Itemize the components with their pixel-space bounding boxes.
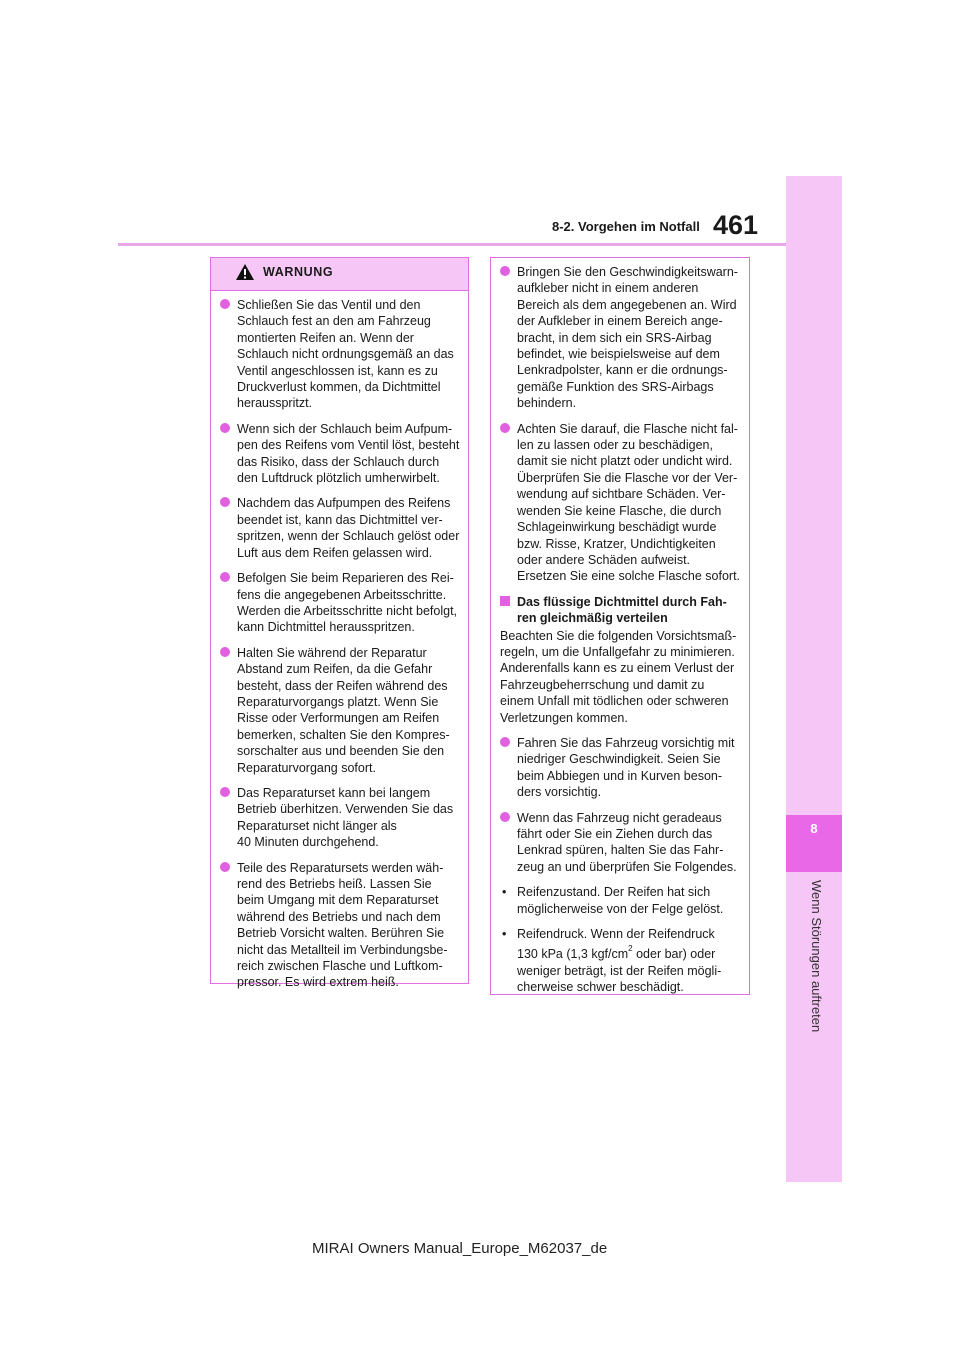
bullet-item xyxy=(220,421,460,487)
text-line: Fahren Sie das Fahrzeug vorsichtig mit xyxy=(517,735,735,750)
text-line: bracht, in dem sich ein SRS-Airbag xyxy=(517,330,712,345)
warning-triangle-icon xyxy=(235,263,255,281)
text-line: Wenn das Fahrzeug nicht geradeaus xyxy=(517,810,722,825)
text-line: während des Betriebs und nach dem xyxy=(237,909,441,924)
text-line: Bringen Sie den Geschwindigkeitswarn- xyxy=(517,265,738,279)
dot-item-pressure xyxy=(500,926,741,996)
text-line: Halten Sie während der Reparatur xyxy=(237,645,427,660)
continued-content xyxy=(491,258,749,996)
subheading xyxy=(500,594,741,627)
bullet-item xyxy=(220,860,460,991)
text-line: sorschalter aus und beenden Sie den xyxy=(237,744,445,759)
intro-paragraph xyxy=(500,628,741,726)
text-line: Wenn sich der Schlauch beim Aufpum- xyxy=(237,421,453,436)
bullet-circle-icon xyxy=(220,572,230,582)
text-line: behindern. xyxy=(517,396,577,411)
text-line: den Luftdruck plötzlich umherwirbelt. xyxy=(237,471,440,486)
bullet-item xyxy=(220,297,460,412)
warning-header xyxy=(211,258,468,291)
text-line: ren gleichmäßig verteilen xyxy=(517,611,668,626)
bullet-circle-icon xyxy=(500,812,510,822)
text-line: befindet, wie beispielsweise auf dem xyxy=(517,347,720,362)
chapter-title: Wenn Störungen auftreten xyxy=(809,880,824,1033)
text-line: Lenkradpolster, kann er die ordnungs- xyxy=(517,363,728,378)
section-title: 8-2. Vorgehen im Notfall xyxy=(552,219,700,234)
warning-title: WARNUNG xyxy=(263,265,334,279)
text-line: möglicherweise von der Felge gelöst. xyxy=(517,901,724,916)
text-line: Überprüfen Sie die Flasche vor der Ver- xyxy=(517,470,738,485)
text-line: len zu lassen oder zu beschädigen, xyxy=(517,438,713,453)
bullet-dot-icon: • xyxy=(502,927,507,942)
bullet-circle-icon xyxy=(220,787,230,797)
text-line: Beachten Sie die folgenden Vorsichtsmaß- xyxy=(500,628,737,643)
superscript: 2 xyxy=(628,944,633,954)
text-line: weniger beträgt, ist der Reifen mögli- xyxy=(517,963,722,978)
text-line: Reifenzustand. Der Reifen hat sich xyxy=(517,885,711,900)
text-line: wenden Sie keine Flasche, die durch xyxy=(517,503,722,518)
text-line: fährt oder Sie ein Ziehen durch das xyxy=(517,827,713,841)
text-line: bzw. Risse, Kratzer, Undichtigkeiten xyxy=(517,536,716,551)
text-line: Achten Sie darauf, die Flasche nicht fal- xyxy=(517,421,738,436)
bullet-item xyxy=(500,735,741,801)
text-line: Verletzungen kommen. xyxy=(500,710,628,725)
bullet-item xyxy=(500,421,741,585)
text-line: gemäße Funktion des SRS-Airbags xyxy=(517,379,714,394)
text-line: zeug an und überprüfen Sie Folgendes. xyxy=(517,859,737,874)
text-line: Schlageinwirkung beschädigt wurde xyxy=(517,520,717,535)
text-line: niedriger Geschwindigkeit. Seien Sie xyxy=(517,752,721,767)
text-line: Befolgen Sie beim Reparieren des Rei- xyxy=(237,571,454,586)
text-line: pressor. Es wird extrem heiß. xyxy=(237,975,399,990)
text-line: oder andere Schäden aufweist. Ersetzen Sie eine solche Flasche sofort. xyxy=(517,552,741,584)
text-line: beim Abbiegen und in Kurven beson- xyxy=(517,768,723,783)
text-line: cherweise schwer beschädigt. xyxy=(517,980,684,995)
text-line: Luft aus dem Reifen gelassen wird. xyxy=(237,545,433,560)
bullet-item xyxy=(220,495,460,561)
bullet-dot-icon: • xyxy=(502,885,507,900)
bullet-circle-icon xyxy=(500,737,510,747)
text-line: Reparaturset nicht länger als xyxy=(237,818,397,833)
continued-warning-box xyxy=(490,257,750,995)
text-line: pen des Reifens vom Ventil löst, besteht xyxy=(237,438,460,453)
text-line: montierten Reifen an. Wenn der xyxy=(237,330,414,345)
text-line: Druckverlust kommen, da Dichtmittel xyxy=(237,380,441,395)
chapter-number-box xyxy=(786,815,842,872)
text-line: Lenkrad spüren, halten Sie das Fahr- xyxy=(517,843,724,858)
text-line: herausspritzt. xyxy=(237,396,313,411)
text-line: Schlauch fest an den am Fahrzeug xyxy=(237,314,431,329)
dot-item xyxy=(500,884,741,917)
header-rule xyxy=(118,243,786,246)
warning-content xyxy=(211,291,468,991)
text-line: besteht, dass der Reifen während des xyxy=(237,678,448,693)
text-line: wendung auf sichtbare Schäden. Ver- xyxy=(517,487,726,502)
bullet-item xyxy=(220,785,460,851)
text-line: aufkleber nicht in einem anderen xyxy=(517,281,699,296)
text-line: Nachdem das Aufpumpen des Reifens xyxy=(237,496,451,511)
text-line: Betrieb Vorsicht walten. Berühren Sie xyxy=(237,926,445,941)
text-line: regeln, um die Unfallgefahr zu minimieren. xyxy=(500,644,735,659)
text-line: Schließen Sie das Ventil und den xyxy=(237,298,421,312)
text-line: Anderenfalls kann es zu einem Verlust der xyxy=(500,661,735,676)
text-line: Abstand zum Reifen, da die Gefahr xyxy=(237,662,433,677)
text-line: der Aufkleber in einem Bereich ange- xyxy=(517,314,723,329)
footer-text: MIRAI Owners Manual_Europe_M62037_de xyxy=(312,1240,608,1257)
text-line: Teile des Reparatursets werden wäh- xyxy=(237,860,444,875)
text-line: Ventil angeschlossen ist, kann es zu xyxy=(237,363,438,378)
bullet-circle-icon xyxy=(220,647,230,657)
text-line: das Risiko, dass der Schlauch durch xyxy=(237,454,440,469)
text-line: einem Unfall mit tödlichen oder schweren xyxy=(500,694,729,709)
text-line: fens die angegebenen Arbeitsschritte. xyxy=(237,587,447,602)
text-fragment: oder bar) oder xyxy=(632,947,716,962)
bullet-item xyxy=(500,810,741,876)
bullet-circle-icon xyxy=(220,497,230,507)
text-line: Schlauch nicht ordnungsgemäß an das xyxy=(237,347,454,362)
text-line: kann Dichtmittel herausspritzen. xyxy=(237,620,415,635)
text-line: damit sie nicht platzt oder undicht wird. xyxy=(517,454,733,469)
text-line: Bereich als dem angegebenen an. Wird xyxy=(517,297,737,312)
text-line: Fahrzeugbeherrschung und damit zu xyxy=(500,677,705,692)
text-line xyxy=(517,946,741,962)
bullet-circle-icon xyxy=(220,862,230,872)
bullet-circle-icon xyxy=(220,299,230,309)
text-line: nicht das Metallteil im Verbindungsbe- xyxy=(237,942,448,957)
text-line: 40 Minuten durchgehend. xyxy=(237,835,379,850)
text-line: Werden die Arbeitsschritte nicht befolgt, xyxy=(237,603,458,618)
text-line: Betrieb überhitzen. Verwenden Sie das xyxy=(237,802,454,817)
text-line: Risse oder Verformungen am Reifen xyxy=(237,711,440,726)
bullet-circle-icon xyxy=(500,266,510,276)
text-line: Reparaturvorgangs platzt. Wenn Sie xyxy=(237,694,439,709)
text-line: Das flüssige Dichtmittel durch Fah- xyxy=(517,594,727,609)
bullet-square-icon xyxy=(500,596,510,606)
text-line: Reparaturvorgang sofort. xyxy=(237,760,376,775)
page-number: 461 xyxy=(713,210,759,240)
text-line: rend des Betriebs heiß. Lassen Sie xyxy=(237,877,432,891)
bullet-item xyxy=(220,570,460,636)
text-line: bemerken, schalten Sie den Kompres- xyxy=(237,727,450,742)
text-line: Reifendruck. Wenn der Reifendruck xyxy=(517,927,715,942)
bullet-item xyxy=(500,264,741,412)
bullet-item xyxy=(220,645,460,776)
warning-box xyxy=(210,257,469,990)
text-line: beendet ist, kann das Dichtmittel ver- xyxy=(237,512,443,527)
chapter-number: 8 xyxy=(810,821,818,836)
text-line: reich zwischen Flasche und Luftkom- xyxy=(237,959,443,974)
text-line: spritzen, wenn der Schlauch gelöst oder xyxy=(237,529,460,544)
text-line: Das Reparaturset kann bei langem xyxy=(237,785,431,800)
text-line: ders vorsichtig. xyxy=(517,785,602,800)
bullet-circle-icon xyxy=(220,423,230,433)
bullet-circle-icon xyxy=(500,423,510,433)
text-fragment: 130 kPa (1,3 kgf/cm xyxy=(517,947,629,962)
text-line: beim Umgang mit dem Reparaturset xyxy=(237,893,439,908)
